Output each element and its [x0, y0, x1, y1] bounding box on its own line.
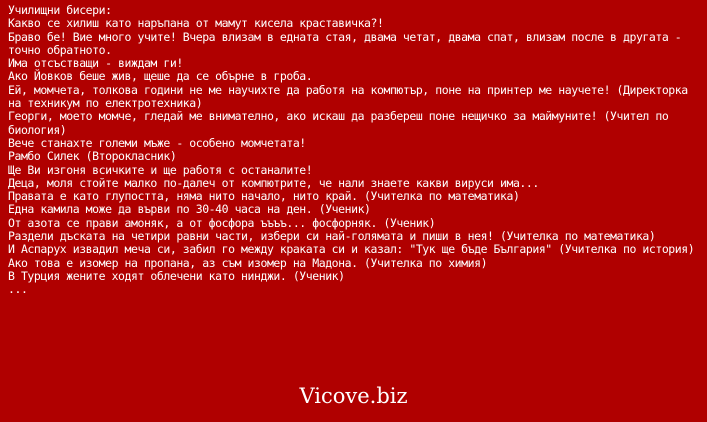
- list-title: Училищни бисери:: [8, 3, 112, 17]
- list-item: Браво бе! Вие много учите! Вчера влизам в едната стая, двама четат, двама спат, влизам после в другата - точно обратното.: [8, 29, 682, 57]
- list-item: В Турция жените ходят облечени като нинджи. (Ученик): [8, 268, 345, 283]
- list-item: Правата е като глупостта, няма нито начало, нито край. (Учителка по математика): [8, 189, 520, 204]
- list-item: Една камила може да върви по 30-40 часа на ден. (Ученик): [8, 202, 371, 217]
- list-item: Ей, момчета, толкова години не ме научихте да работя на компютър, поне на принтер ме научете! (Директорка на техникум по електротехника): [8, 82, 688, 111]
- list-item: Ако Йовков беше жив, щеше да се обърне в гроба.: [8, 69, 313, 84]
- site-watermark: Vicove.biz: [299, 384, 408, 408]
- ellipsis-text: ...: [8, 282, 28, 297]
- list-item: Какво се хилиш като наръпана от мамут кисела краставичка?!: [8, 16, 384, 31]
- jokes-list: [8, 4, 700, 297]
- list-item: Ако това е изомер на пропана, аз съм изомер на Мадона. (Учителка по химия): [8, 255, 488, 270]
- list-item: Ще Ви изгоня всичките и ще работя с останалите!: [8, 162, 313, 177]
- list-item: Раздели дъската на четири равни части, избери си най-голямата и пиши в нея! (Учителка по математика): [8, 229, 656, 244]
- list-item: Има отсъстващи - виждам ги!: [8, 56, 183, 71]
- list-item: От азота се прави амоняк, а от фосфора ъъъъ... фосфорняк. (Ученик): [8, 215, 436, 230]
- list-item: Вече станахте големи мъже - особено момчетата!: [8, 135, 306, 150]
- list-item: Рамбо Силек (Второкласник): [8, 149, 177, 164]
- list-item: Георги, моето момче, гледай ме внимателно, ако искаш да разбереш поне нещичко за маймуните! (Учител по биология): [8, 109, 669, 137]
- list-item: И Аспарух извадил меча си, забил го между краката си и казал: "Тук ще бъде България" (Учителка по история): [8, 242, 695, 257]
- list-item: Деца, моля стойте малко по-далеч от компютрите, че нали знаете какви вируси има...: [8, 175, 539, 190]
